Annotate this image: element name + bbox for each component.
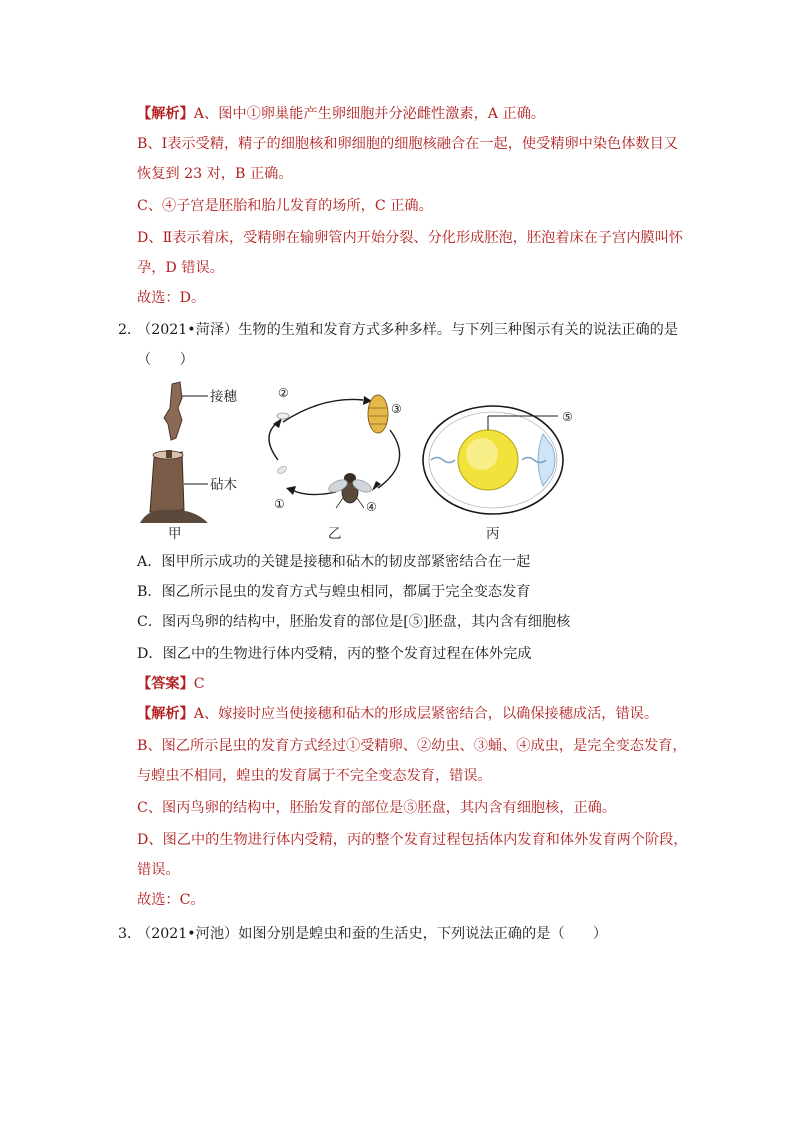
q1-analysis-line-5: D、Ⅱ表示着床，受精卵在输卵管内开始分裂、分化形成胚泡，胚泡着床在子宫内膜叫怀 xyxy=(137,230,683,246)
germinal-disc-marker: ⑤ xyxy=(562,410,573,424)
q2-analysis-line-2: B、图乙所示昆虫的发育方式经过①受精卵、②幼虫、③蛹、④成虫，是完全变态发育， xyxy=(137,738,687,754)
answer-tag: 【答案】 xyxy=(137,676,194,692)
stock-shape xyxy=(150,452,184,512)
q2-stem-line-2: （ ） xyxy=(137,352,194,368)
q2-analysis-line-5: D、图乙中的生物进行体内受精，丙的整个发育过程包括体内发育和体外发育两个阶段， xyxy=(137,832,688,848)
q2-analysis-line-1 xyxy=(137,704,658,724)
q2-analysis-text: A、嫁接时应当使接穗和砧木的形成层紧密结合，以确保接穗成活，错误。 xyxy=(193,706,659,722)
q2-number: 2． xyxy=(118,322,142,338)
q1-analysis-line-6: 孕，D 错误。 xyxy=(137,260,224,276)
q1-analysis-line-7: 故选：D。 xyxy=(137,290,206,306)
q3-number: 3． xyxy=(118,926,142,942)
q1-analysis-line-1 xyxy=(137,104,545,124)
caption-bing: 丙 xyxy=(486,526,500,542)
stage-4-marker: ④ xyxy=(366,500,377,514)
q1-analysis-line-4: C、④子宫是胚胎和胎儿发育的场所，C 正确。 xyxy=(137,198,433,214)
bird-egg-diagram xyxy=(423,406,573,514)
q2-answer xyxy=(137,674,205,694)
larva-shape xyxy=(277,413,289,419)
stock-label: 砧木 xyxy=(210,477,237,493)
q2-analysis-line-4: C、图丙鸟卵的结构中，胚胎发育的部位是⑤胚盘，其内含有细胞核，正确。 xyxy=(137,800,617,816)
q3-stem: （2021•河池）如图分别是蝗虫和蚕的生活史，下列说法正确的是（ ） xyxy=(137,926,608,942)
q1-analysis-line-2: B、Ⅰ表示受精，精子的细胞核和卵细胞的细胞核融合在一起，使受精卵中染色体数目又 xyxy=(137,136,678,152)
option-c: C．图丙鸟卵的结构中，胚胎发育的部位是[⑤]胚盘，其内含有细胞核 xyxy=(137,614,571,630)
insect-life-cycle-diagram xyxy=(269,386,402,514)
option-a: A．图甲所示成功的关键是接穗和砧木的韧皮部紧密结合在一起 xyxy=(137,554,531,570)
q2-analysis-line-6: 错误。 xyxy=(137,862,180,878)
q2-stem-line-1: （2021•菏泽）生物的生殖和发育方式多种多样。与下列三种图示有关的说法正确的是 xyxy=(137,322,679,338)
scion-shape xyxy=(164,382,182,440)
grafting-diagram xyxy=(140,382,237,523)
q1-analysis-line-3: 恢复到 23 对，B 正确。 xyxy=(137,166,293,182)
q2-figure xyxy=(138,378,658,543)
option-d: D．图乙中的生物进行体内受精，丙的整个发育过程在体外完成 xyxy=(137,646,532,662)
q1-analysis-text: A、图中①卵巢能产生卵细胞并分泌雌性激素，A 正确。 xyxy=(193,106,546,122)
stage-2-marker: ② xyxy=(278,386,289,400)
egg-shape xyxy=(276,465,288,475)
q2-analysis-line-3: 与蝗虫不相同，蝗虫的发育属于不完全变态发育，错误。 xyxy=(137,768,492,784)
answer-value: C xyxy=(193,676,205,692)
stage-3-marker: ③ xyxy=(391,402,402,416)
analysis-tag: 【解析】 xyxy=(137,106,194,122)
option-b: B．图乙所示昆虫的发育方式与蝗虫相同，都属于完全变态发育 xyxy=(137,584,531,600)
pupa-shape xyxy=(368,395,388,433)
q2-analysis-line-7: 故选：C。 xyxy=(137,892,205,908)
scion-label: 接穗 xyxy=(210,389,237,405)
stage-1-marker: ① xyxy=(274,497,285,511)
analysis-tag: 【解析】 xyxy=(137,706,194,722)
caption-jia: 甲 xyxy=(168,526,182,542)
caption-yi: 乙 xyxy=(328,526,342,542)
